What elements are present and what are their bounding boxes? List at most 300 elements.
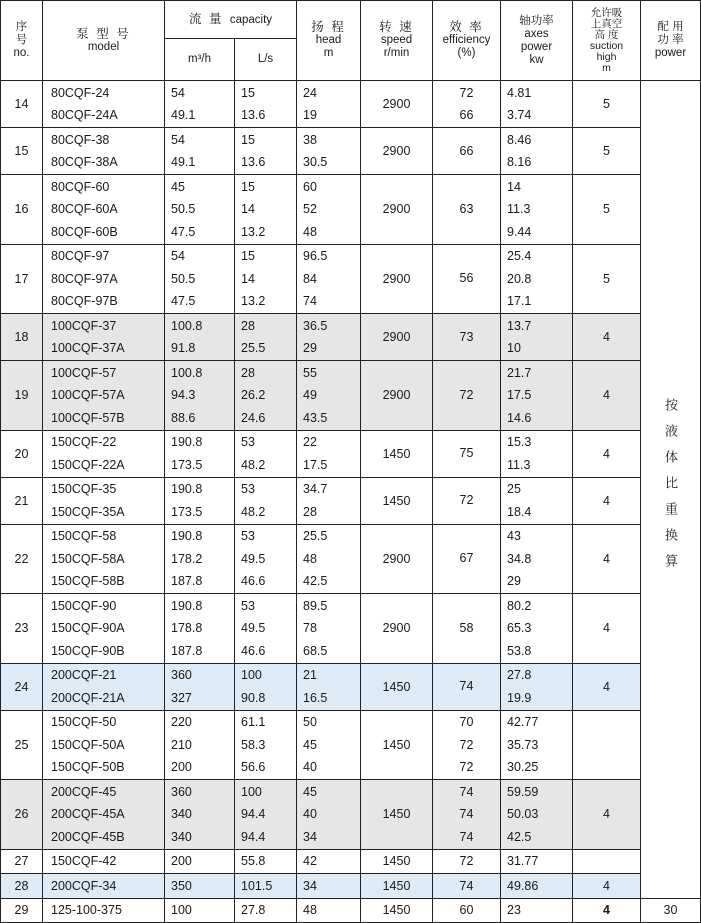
cell-value: 200CQF-21A [51, 690, 125, 705]
table-row [1, 477, 701, 524]
cell-eff [433, 663, 501, 710]
table-row [1, 361, 701, 431]
cell-value: 48.2 [241, 457, 266, 472]
cell-value: 31.77 [507, 854, 539, 868]
cell-no: 23 [1, 594, 43, 664]
cell-value: 20.8 [507, 271, 532, 286]
cell-value: 28 [303, 504, 317, 519]
cell-value: 46.6 [241, 574, 266, 588]
cell-models [43, 314, 165, 361]
table-row [1, 874, 701, 899]
cell-value: 56 [459, 271, 474, 285]
cell-value: 19.9 [507, 690, 532, 705]
cell-value: 53 [241, 529, 255, 543]
cell-eff [433, 710, 501, 780]
cell-no: 26 [1, 780, 43, 850]
cell-value: 150CQF-50A [51, 737, 125, 752]
cell-value: 4.81 [507, 85, 532, 100]
cell-value: 14 [241, 271, 255, 286]
cell-m3h [165, 849, 235, 874]
cell-value: 53 [241, 435, 255, 449]
cell-value: 80CQF-97B [51, 294, 118, 308]
cell-value: 48 [303, 903, 317, 917]
col-suction-header: 允许吸 上真空 高 度 suction high m [573, 1, 641, 81]
cell-value: 19 [303, 108, 317, 122]
cell-value: 34 [303, 878, 317, 893]
cell-value: 173.5 [171, 504, 203, 519]
cell-value: 13.6 [241, 108, 266, 122]
cell-head [297, 898, 361, 923]
cell-value: 190.8 [171, 482, 203, 496]
cell-models [43, 663, 165, 710]
cell-no: 20 [1, 430, 43, 477]
cell-value: 210 [171, 737, 192, 752]
cell-m3h [165, 244, 235, 314]
cell-value: 21 [303, 668, 317, 682]
table-row [1, 128, 701, 175]
col-efficiency-header: 效 率 efficiency (%) [433, 1, 501, 81]
cell-value: 49.5 [241, 551, 266, 566]
cell-value: 17.5 [303, 457, 328, 472]
cell-value: 15.3 [507, 435, 532, 449]
cell-value: 9.44 [507, 224, 532, 239]
cell-value: 34.8 [507, 551, 532, 566]
cell-m3h [165, 175, 235, 245]
cell-suction [573, 849, 641, 874]
cell-value: 42.5 [507, 829, 532, 844]
cell-no: 17 [1, 244, 43, 314]
cell-head [297, 477, 361, 524]
cell-models [43, 710, 165, 780]
cell-value: 27.8 [507, 668, 532, 682]
cell-ls [235, 898, 297, 923]
cell-power [501, 898, 573, 923]
cell-value: 61.1 [241, 715, 266, 729]
cell-value: 18.4 [507, 504, 532, 519]
table-row [1, 244, 701, 314]
cell-value: 26.2 [241, 388, 266, 402]
cell-value: 94.4 [241, 829, 266, 844]
cell-value: 54 [171, 249, 185, 263]
cell-value: 45 [303, 784, 317, 799]
cell-eff [433, 898, 501, 923]
cell-ls [235, 524, 297, 594]
cell-value: 45 [303, 737, 317, 752]
cell-value: 47.5 [171, 294, 196, 308]
table-row [1, 663, 701, 710]
cell-value: 43.5 [303, 410, 328, 425]
cell-value: 150CQF-35A [51, 504, 125, 519]
col-ls-header: L/s [235, 39, 297, 81]
cell-models [43, 430, 165, 477]
cell-value: 80CQF-24 [51, 85, 110, 100]
cell-head [297, 663, 361, 710]
cell-value: 27.8 [241, 903, 266, 917]
cell-value: 47.5 [171, 224, 196, 239]
cell-speed: 2900 [361, 81, 433, 128]
cell-value: 30.25 [507, 760, 539, 774]
cell-suction: 5 [573, 128, 641, 175]
cell-value: 80.2 [507, 598, 532, 613]
cell-value: 15 [241, 85, 255, 100]
table-row [1, 430, 701, 477]
cell-head [297, 710, 361, 780]
cell-value: 94.4 [241, 807, 266, 821]
cell-value: 29 [507, 574, 521, 588]
cell-models [43, 361, 165, 431]
cell-head [297, 524, 361, 594]
cell-ls [235, 361, 297, 431]
cell-value: 100 [241, 668, 262, 682]
cell-ls [235, 81, 297, 128]
cell-speed: 2900 [361, 594, 433, 664]
cell-value: 58.3 [241, 737, 266, 752]
cell-value: 22 [303, 435, 317, 449]
cell-eff [433, 780, 501, 850]
cell-value: 340 [171, 807, 192, 821]
cell-value: 74 [459, 878, 474, 893]
cell-value: 42 [303, 854, 317, 868]
cell-value: 150CQF-90A [51, 621, 125, 635]
cell-power [501, 663, 573, 710]
cell-eff [433, 430, 501, 477]
cell-speed: 2900 [361, 314, 433, 361]
col-head-header: 扬 程 head m [297, 1, 361, 81]
cell-value: 73 [459, 329, 474, 344]
cell-value: 60 [459, 903, 474, 917]
cell-models [43, 81, 165, 128]
cell-head [297, 81, 361, 128]
cell-value: 3.74 [507, 108, 532, 122]
cell-value: 63 [459, 201, 474, 216]
cell-m3h [165, 128, 235, 175]
cell-value: 100 [241, 784, 262, 799]
cell-speed: 2900 [361, 524, 433, 594]
cell-value: 80CQF-38A [51, 155, 118, 169]
cell-head [297, 361, 361, 431]
cell-speed: 1450 [361, 430, 433, 477]
cell-value: 360 [171, 668, 192, 682]
cell-value: 200CQF-45A [51, 807, 125, 821]
cell-ls [235, 663, 297, 710]
cell-speed: 1450 [361, 780, 433, 850]
cell-value: 50 [303, 715, 317, 729]
cell-value: 80CQF-60A [51, 202, 118, 216]
cell-value: 55.8 [241, 854, 266, 868]
cell-power [501, 430, 573, 477]
cell-ls [235, 477, 297, 524]
col-capacity-header: 流 量 capacity [165, 1, 297, 39]
cell-value: 52 [303, 202, 317, 216]
cell-value: 43 [507, 529, 521, 543]
cell-value: 28 [241, 318, 255, 333]
cell-ls [235, 314, 297, 361]
cell-value: 14.6 [507, 410, 532, 425]
cell-value: 42.5 [303, 574, 328, 588]
cell-value: 72 [459, 387, 474, 402]
cell-value: 48 [303, 551, 317, 566]
cell-motor-power: 30 [641, 898, 701, 923]
cell-eff [433, 314, 501, 361]
cell-suction: 4 [573, 594, 641, 664]
cell-power [501, 81, 573, 128]
cell-value: 13.2 [241, 224, 266, 239]
cell-ls [235, 430, 297, 477]
table-row [1, 898, 701, 923]
cell-value: 80CQF-60 [51, 179, 110, 194]
cell-no: 22 [1, 524, 43, 594]
cell-m3h [165, 898, 235, 923]
cell-value: 17.5 [507, 388, 532, 402]
cell-value: 13.7 [507, 318, 532, 333]
cell-value: 50.5 [171, 202, 196, 216]
cell-value: 21.7 [507, 365, 532, 380]
cell-value: 56.6 [241, 760, 266, 774]
cell-value: 150CQF-22 [51, 435, 117, 449]
cell-m3h [165, 430, 235, 477]
cell-value: 74 [459, 829, 474, 844]
cell-value: 53.8 [507, 643, 532, 658]
cell-value: 190.8 [171, 529, 203, 543]
cell-models [43, 128, 165, 175]
cell-value: 200CQF-45B [51, 829, 125, 844]
cell-power [501, 594, 573, 664]
cell-eff [433, 361, 501, 431]
cell-head [297, 128, 361, 175]
cell-head [297, 314, 361, 361]
cell-value: 150CQF-58B [51, 574, 125, 588]
cell-value: 178.8 [171, 621, 203, 635]
cell-value: 350 [171, 878, 192, 893]
cell-value: 13.2 [241, 294, 266, 308]
cell-value: 150CQF-42 [51, 854, 117, 868]
col-m3h-header: m³/h [165, 39, 235, 81]
cell-value: 35.73 [507, 737, 539, 752]
cell-speed: 2900 [361, 175, 433, 245]
cell-value: 90.8 [241, 690, 266, 705]
cell-suction: 4 [573, 314, 641, 361]
cell-no: 19 [1, 361, 43, 431]
cell-value: 88.6 [171, 410, 196, 425]
cell-value: 74 [459, 784, 474, 799]
cell-value: 55 [303, 365, 317, 380]
cell-value: 100.8 [171, 318, 203, 333]
cell-value: 49 [303, 388, 317, 402]
cell-value: 100.8 [171, 365, 203, 380]
cell-eff [433, 524, 501, 594]
cell-value: 29 [303, 341, 317, 355]
cell-m3h [165, 663, 235, 710]
cell-value: 70 [459, 715, 474, 729]
table-row [1, 780, 701, 850]
col-speed-header: 转 速 speed r/min [361, 1, 433, 81]
cell-no: 29 [1, 898, 43, 923]
cell-value: 89.5 [303, 598, 328, 613]
cell-speed: 1450 [361, 898, 433, 923]
cell-value: 200 [171, 854, 192, 868]
cell-value: 150CQF-35 [51, 482, 117, 496]
cell-suction: 4 [573, 663, 641, 710]
cell-value: 80CQF-97 [51, 249, 110, 263]
cell-speed: 2900 [361, 244, 433, 314]
cell-value: 100CQF-57 [51, 365, 117, 380]
cell-models [43, 594, 165, 664]
cell-value: 46.6 [241, 643, 266, 658]
cell-m3h [165, 874, 235, 899]
cell-value: 72 [459, 737, 474, 752]
cell-head [297, 780, 361, 850]
col-power-header: 轴功率 axes power kw [501, 1, 573, 81]
cell-suction: 4 [573, 898, 641, 923]
table-row [1, 710, 701, 780]
cell-value: 15 [241, 179, 255, 194]
cell-value: 38 [303, 132, 317, 147]
cell-value: 48 [303, 224, 317, 239]
cell-power [501, 244, 573, 314]
cell-value: 80CQF-60B [51, 224, 118, 239]
cell-value: 66 [459, 143, 474, 158]
cell-value: 13.6 [241, 155, 266, 169]
cell-value: 34 [303, 829, 317, 844]
cell-value: 150CQF-58A [51, 551, 125, 566]
cell-value: 72 [459, 760, 474, 774]
cell-suction: 4 [573, 477, 641, 524]
cell-value: 150CQF-90B [51, 643, 125, 658]
cell-value: 25.4 [507, 249, 532, 263]
cell-value: 49.5 [241, 621, 266, 635]
cell-models [43, 244, 165, 314]
col-motor-header: 配 用 功 率 power [641, 1, 701, 81]
cell-ls [235, 710, 297, 780]
cell-value: 24.6 [241, 410, 266, 425]
cell-value: 11.3 [507, 202, 531, 216]
cell-value: 36.5 [303, 318, 328, 333]
cell-m3h [165, 780, 235, 850]
cell-head [297, 594, 361, 664]
cell-value: 74 [459, 679, 474, 693]
cell-value: 100CQF-57A [51, 388, 125, 402]
cell-value: 65.3 [507, 621, 532, 635]
cell-ls [235, 874, 297, 899]
cell-value: 100CQF-37 [51, 318, 117, 333]
cell-value: 125-100-375 [51, 903, 122, 917]
cell-ls [235, 780, 297, 850]
cell-value: 25.5 [241, 341, 266, 355]
cell-value: 200 [171, 760, 192, 774]
cell-suction: 4 [573, 524, 641, 594]
cell-value: 30.5 [303, 155, 328, 169]
cell-ls [235, 128, 297, 175]
cell-power [501, 314, 573, 361]
table-row [1, 849, 701, 874]
cell-value: 67 [459, 551, 474, 565]
cell-value: 173.5 [171, 457, 203, 472]
col-no-header: 序 号 no. [1, 1, 43, 81]
cell-value: 66 [459, 108, 474, 122]
cell-value: 220 [171, 715, 192, 729]
cell-value: 25.5 [303, 529, 328, 543]
cell-value: 25 [507, 482, 521, 496]
cell-suction: 4 [573, 430, 641, 477]
cell-eff [433, 594, 501, 664]
cell-no: 28 [1, 874, 43, 899]
cell-suction [573, 710, 641, 780]
cell-power [501, 780, 573, 850]
cell-value: 50.03 [507, 807, 539, 821]
cell-value: 150CQF-58 [51, 529, 117, 543]
cell-value: 190.8 [171, 598, 203, 613]
cell-models [43, 874, 165, 899]
cell-value: 16.5 [303, 690, 328, 705]
cell-no: 24 [1, 663, 43, 710]
table-row [1, 81, 701, 128]
cell-value: 54 [171, 132, 185, 147]
cell-value: 15 [241, 132, 255, 147]
cell-value: 150CQF-50B [51, 760, 125, 774]
cell-power [501, 874, 573, 899]
cell-value: 72 [459, 493, 474, 507]
cell-value: 8.16 [507, 155, 532, 169]
cell-value: 75 [459, 446, 474, 460]
cell-value: 49.1 [171, 155, 196, 169]
cell-value: 100CQF-37A [51, 341, 125, 355]
cell-value: 14 [507, 179, 521, 194]
cell-value: 74 [459, 807, 474, 821]
cell-power [501, 175, 573, 245]
cell-value: 10 [507, 341, 521, 355]
cell-suction: 4 [573, 780, 641, 850]
cell-value: 190.8 [171, 435, 203, 449]
cell-value: 60 [303, 179, 317, 194]
table-row [1, 594, 701, 664]
cell-speed: 2900 [361, 361, 433, 431]
cell-ls [235, 849, 297, 874]
cell-value: 58 [459, 620, 474, 635]
cell-value: 42.77 [507, 715, 539, 729]
cell-models [43, 477, 165, 524]
cell-eff [433, 477, 501, 524]
cell-speed: 2900 [361, 128, 433, 175]
cell-value: 68.5 [303, 643, 328, 658]
cell-power [501, 524, 573, 594]
table-row [1, 524, 701, 594]
cell-value: 28 [241, 365, 255, 380]
cell-value: 23 [507, 903, 521, 917]
cell-value: 40 [303, 760, 317, 774]
cell-value: 49.1 [171, 108, 196, 122]
cell-head [297, 175, 361, 245]
cell-value: 91.8 [171, 341, 196, 355]
cell-value: 200CQF-21 [51, 668, 117, 682]
cell-value: 53 [241, 482, 255, 496]
cell-head [297, 849, 361, 874]
cell-value: 340 [171, 829, 192, 844]
cell-value: 80CQF-24A [51, 108, 118, 122]
cell-eff [433, 849, 501, 874]
cell-power [501, 128, 573, 175]
cell-value: 150CQF-50 [51, 715, 117, 729]
col-model-header: 泵 型 号 model [43, 1, 165, 81]
cell-power [501, 477, 573, 524]
cell-no: 14 [1, 81, 43, 128]
cell-value: 200CQF-34 [51, 878, 117, 893]
cell-value: 53 [241, 598, 255, 613]
cell-value: 187.8 [171, 574, 203, 588]
cell-value: 150CQF-90 [51, 598, 117, 613]
cell-value: 360 [171, 784, 192, 799]
cell-value: 72 [459, 85, 474, 100]
cell-value: 49.86 [507, 878, 539, 893]
